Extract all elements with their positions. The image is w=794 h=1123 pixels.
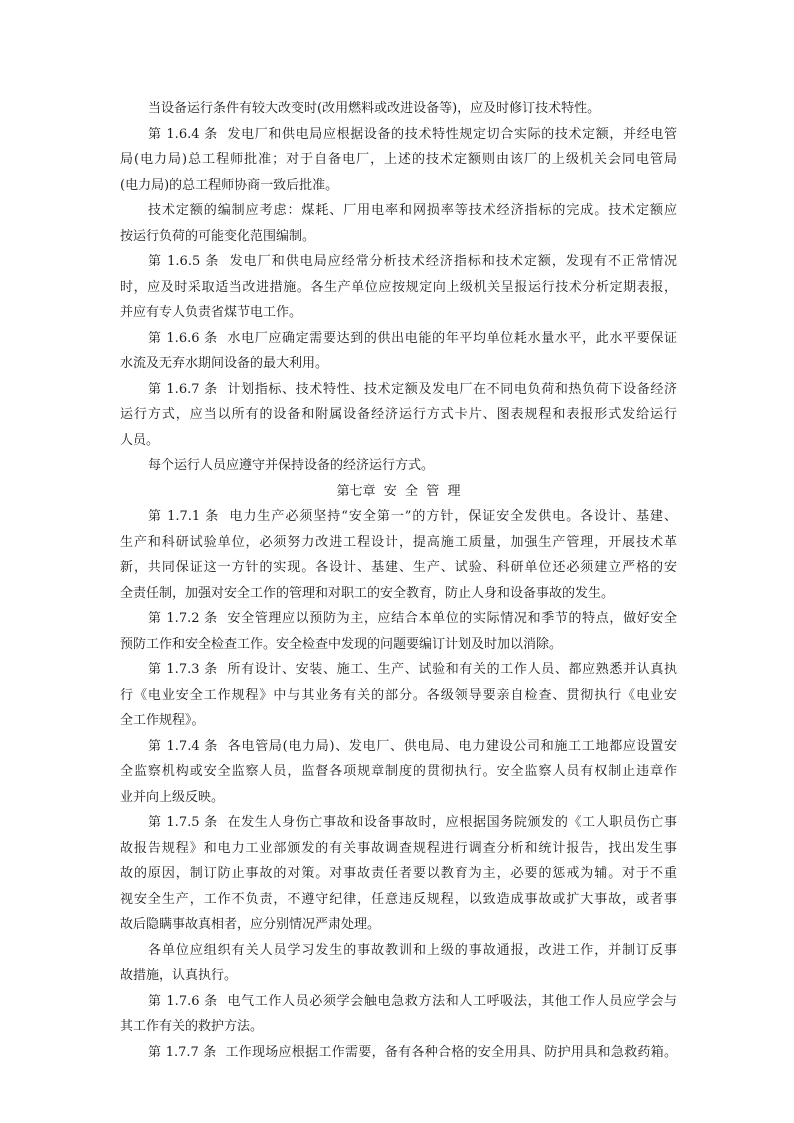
article-1-6-5-line: 第 1.6.5 条 发电厂和供电局应经常分析技术经济指标和技术定额，发现有不正常情况	[148, 254, 677, 269]
text-line: 业并向上级反映。	[120, 789, 225, 805]
text-line: 每个运行人员应遵守并保持设备的经济运行方式。	[148, 458, 435, 473]
text-line: 当设备运行条件有较大改变时(改用燃料或改进设备等)，应及时修订技术特性。	[148, 101, 601, 116]
article-1-7-5-line: 第 1.7.5 条 在发生人身伤亡事故和设备事故时，应根据国务院颁发的《工人职员伤亡事	[148, 815, 677, 830]
text-line: 时，应及时采取适当改进措施。各生产单位应按规定向上级机关呈报运行技术分析定期表报，	[120, 279, 677, 295]
article-1-7-6-line: 第 1.7.6 条 电气工作人员必须学会触电急救方法和人工呼吸法，其他工作人员应学会与	[148, 993, 677, 1009]
text-line: 视安全生产，工作不负责，不遵守纪律，任意违反规程，以致造成事故或扩大事故，或者事	[120, 891, 677, 907]
article-1-6-7-line: 第 1.6.7 条 计划指标、技术特性、技术定额及发电厂在不同电负荷和热负荷下设备经济	[148, 381, 677, 397]
text-line: 局(电力局)总工程师批准；对于自备电厂，上述的技术定额则由该厂的上级机关会同电管局	[120, 152, 677, 167]
text-line: 全监察机构或安全监察人员，监督各项规章制度的贯彻执行。安全监察人员有权制止违章作	[120, 764, 677, 779]
text-line: 人员。	[120, 432, 160, 448]
chapter-title: 第七章 安 全 管 理	[336, 483, 461, 499]
text-line: 全工作规程》。	[120, 713, 205, 728]
text-line: 技术定额的编制应考虑：煤耗、厂用电率和网损率等技术经济指标的完成。技术定额应	[148, 203, 677, 218]
text-line: 故措施，认真执行。	[120, 968, 238, 983]
article-1-7-3-line: 第 1.7.3 条 所有设计、安装、施工、生产、试验和有关的工作人员、都应熟悉并认真执	[148, 662, 677, 677]
article-1-6-4-line: 第 1.6.4 条 发电厂和供电局应根据设备的技术特性规定切合实际的技术定额，并经电管	[148, 126, 677, 142]
article-1-7-4-line: 第 1.7.4 条 各电管局(电力局)、发电厂、供电局、电力建设公司和施工工地都应设置安	[148, 738, 677, 754]
text-line: 并应有专人负责省煤节电工作。	[120, 305, 303, 320]
text-line: 故的原因，制订防止事故的对策。对事故责任者要以教育为主，必要的惩戒为辅。对于不重	[120, 866, 677, 881]
text-line: 预防工作和安全检查工作。安全检查中发现的问题要编订计划及时加以消除。	[120, 636, 563, 652]
text-line: 新，共同保证这一方针的实现。各设计、基建、生产、试验、科研单位还必须建立严格的安	[120, 560, 677, 575]
text-line: 生产和科研试验单位，必须努力改进工程设计，提高施工质量，加强生产管理，开展技术革	[120, 534, 677, 550]
text-line: 故报告规程》和电力工业部颁发的有关事故调查规程进行调查分析和统计报告，找出发生事	[120, 840, 677, 856]
document-body	[120, 96, 677, 1065]
text-line: 按运行负荷的可能变化范围编制。	[120, 228, 316, 244]
text-line: 运行方式，应当以所有的设备和附属设备经济运行方式卡片、图表规程和表报形式发给运行	[120, 407, 677, 422]
article-1-6-6-line: 第 1.6.6 条 水电厂应确定需要达到的供出电能的年平均单位耗水量水平，此水平要保证	[148, 330, 677, 346]
text-line: 全责任制，加强对安全工作的管理和对职工的安全教育，防止人身和设备事故的发生。	[120, 585, 615, 601]
article-1-7-2-line: 第 1.7.2 条 安全管理应以预防为主，应结合本单位的实际情况和季节的特点，做好安全	[148, 611, 677, 626]
text-line: (电力局)的总工程师协商一致后批准。	[120, 177, 339, 193]
article-1-7-7-line: 第 1.7.7 条 工作现场应根据工作需要，备有各种合格的安全用具、防护用具和急救药箱。	[148, 1044, 677, 1060]
text-line: 各单位应组织有关人员学习发生的事故教训和上级的事故通报，改进工作，并制订反事	[148, 942, 677, 958]
text-line: 故后隐瞒事故真相者，应分别情况严肃处理。	[120, 917, 381, 932]
text-line: 水流及无弃水期间设备的最大利用。	[120, 356, 329, 371]
article-1-7-1-line: 第 1.7.1 条 电力生产必须坚持“安全第一”的方针，保证安全发供电。各设计、基建、	[148, 509, 677, 524]
text-line: 其工作有关的救护方法。	[120, 1019, 264, 1034]
text-line: 行《电业安全工作规程》中与其业务有关的部分。各级领导要亲自检查、贯彻执行《电业安	[120, 687, 677, 703]
